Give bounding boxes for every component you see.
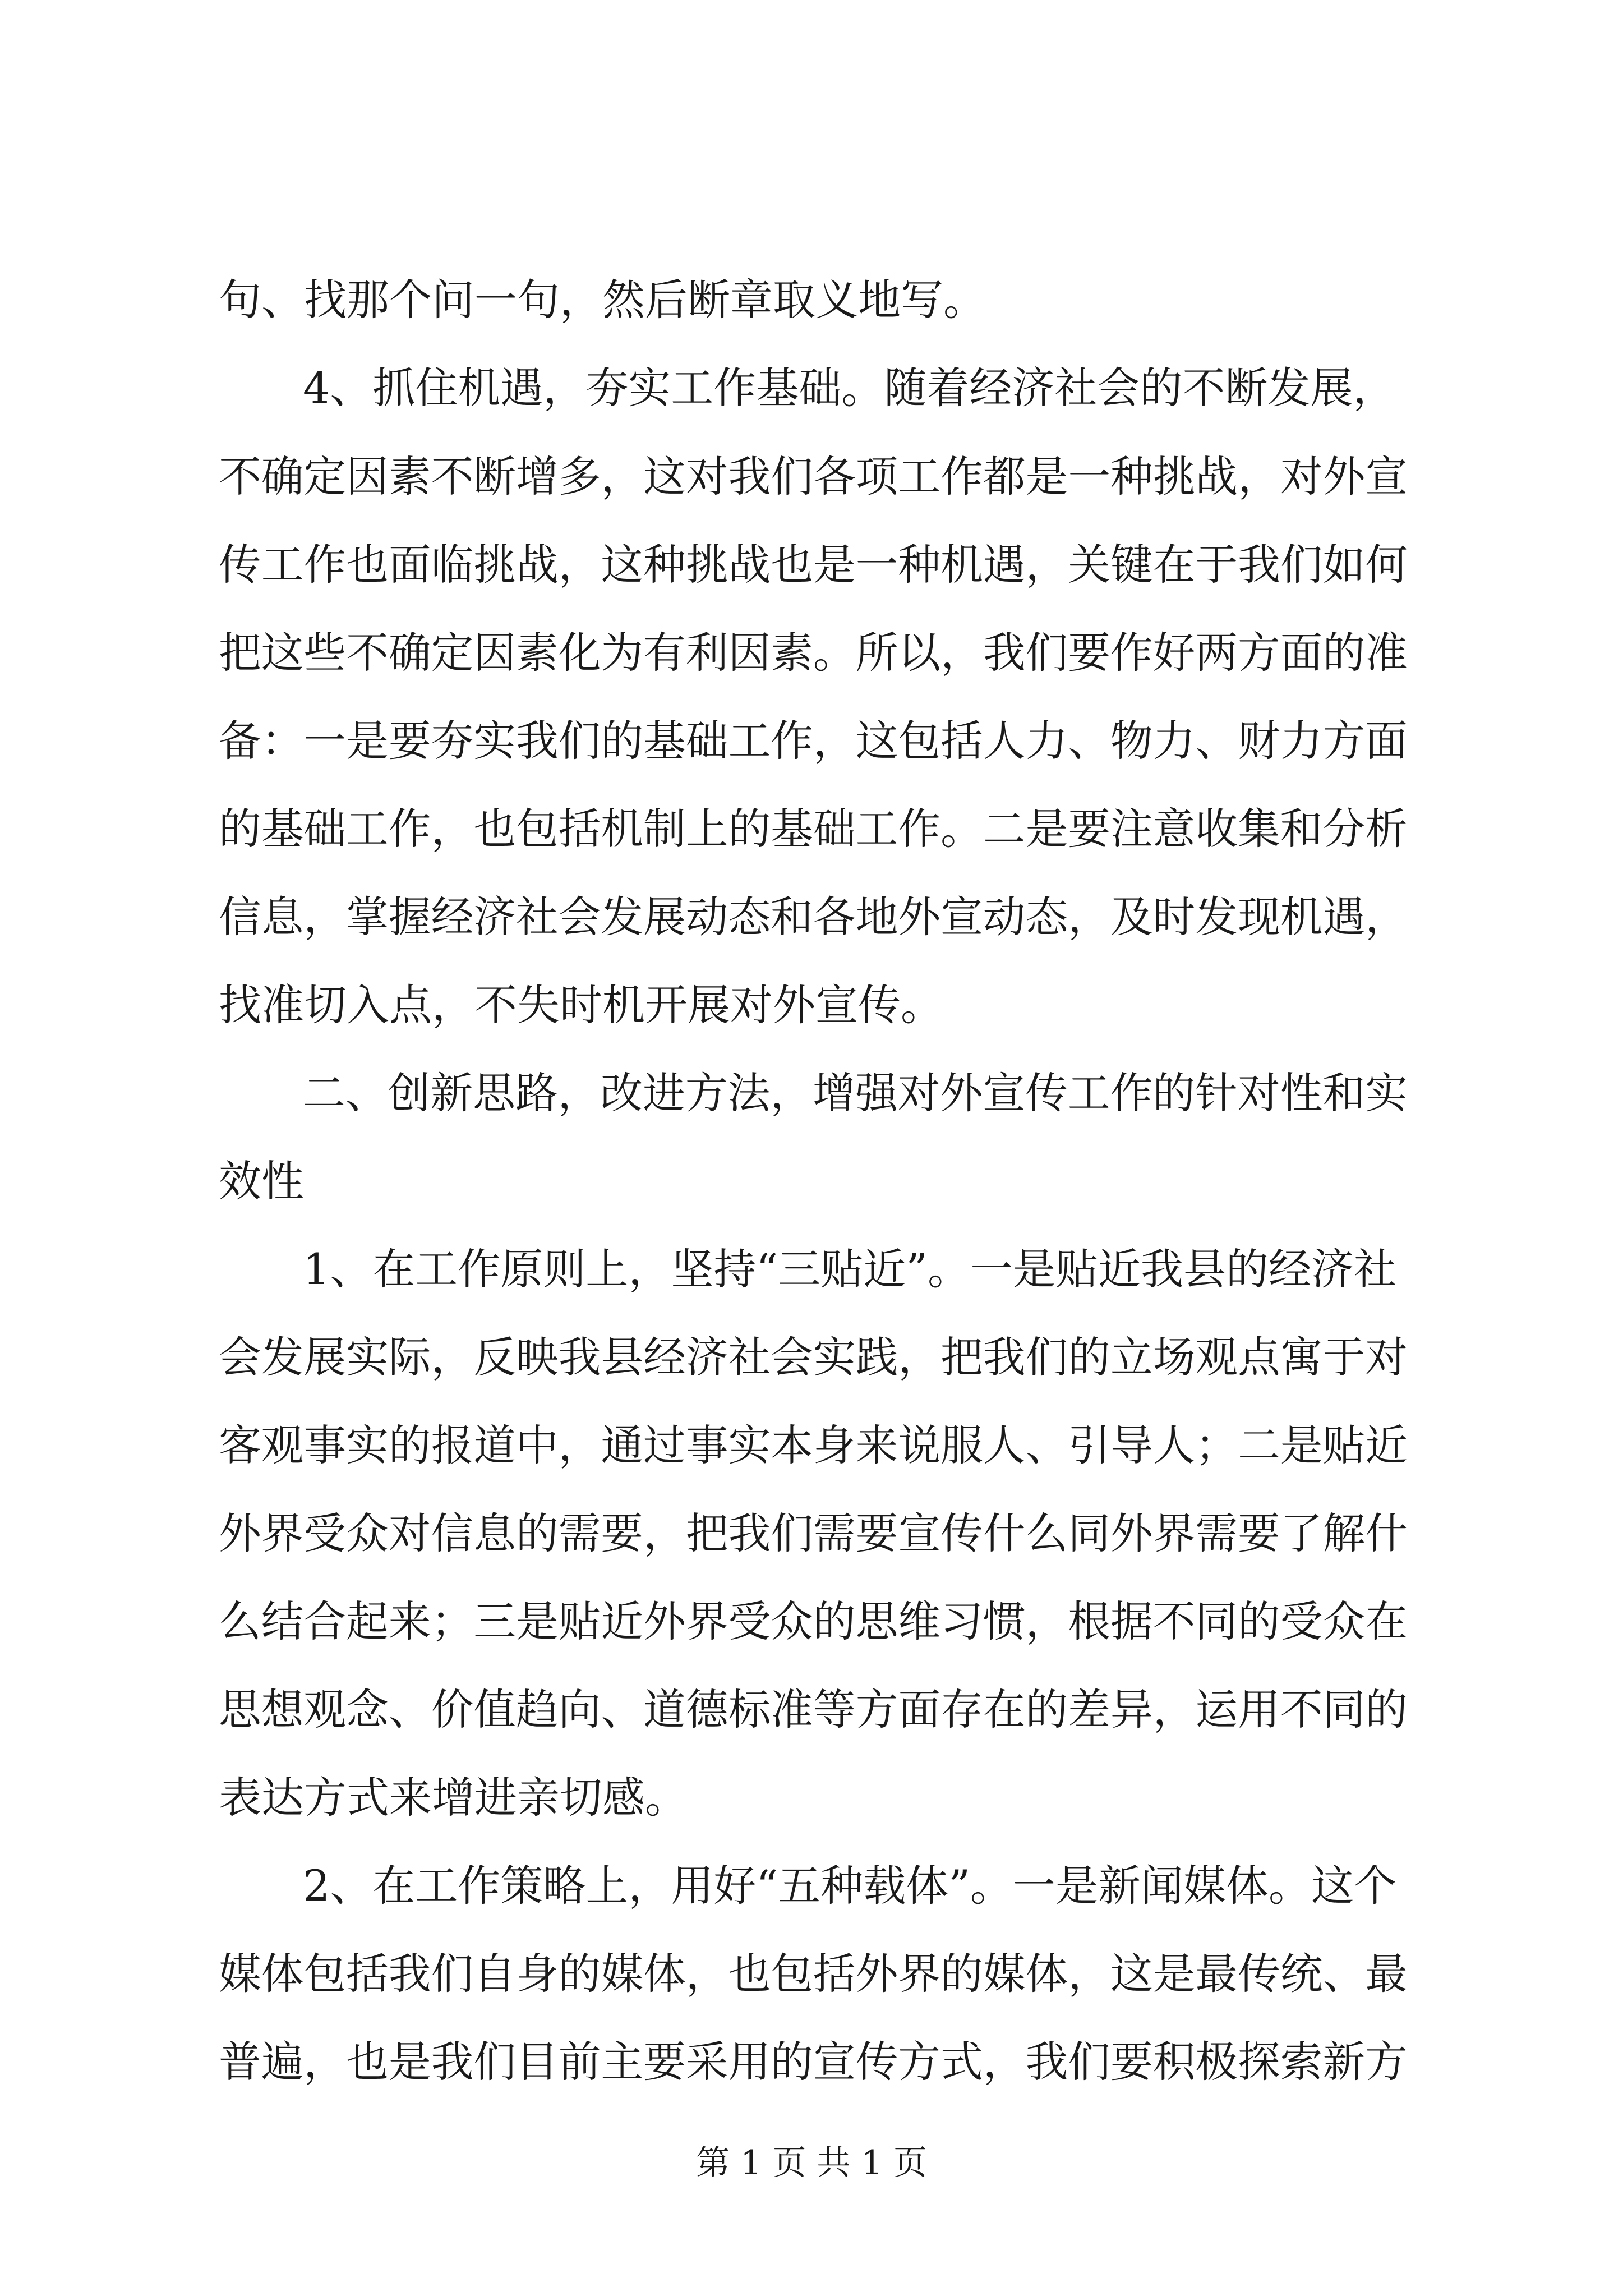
text-line: 的基础工作，也包括机制上的基础工作。二是要注意收集和分析 <box>219 804 1408 854</box>
text-line: 备：一是要夯实我们的基础工作，这包括人力、物力、财力方面 <box>219 716 1408 766</box>
text-line: 么结合起来；三是贴近外界受众的思维习惯，根据不同的受众在 <box>219 1596 1408 1646</box>
text-line: 思想观念、价值趋向、道德标准等方面存在的差异，运用不同的 <box>219 1685 1408 1734</box>
text-line: 会发展实际，反映我县经济社会实践，把我们的立场观点寓于对 <box>219 1332 1408 1382</box>
text-line: 信息，掌握经济社会发展动态和各地外宣动态，及时发现机遇， <box>219 892 1408 942</box>
text-line: 表达方式来增进亲切感。 <box>219 1773 688 1823</box>
text-line: 客观事实的报道中，通过事实本身来说服人、引导人；二是贴近 <box>219 1420 1408 1470</box>
page-footer: 第 1 页 共 1 页 <box>696 2143 927 2183</box>
section-heading: 二、创新思路，改进方法，增强对外宣传工作的针对性和实 <box>303 1068 1408 1118</box>
text-line: 不确定因素不断增多，这对我们各项工作都是一种挑战，对外宣 <box>219 452 1408 501</box>
text-line: 句、找那个问一句，然后断章取义地写。 <box>219 275 986 325</box>
paragraph-first-line: 2、在工作策略上，用好“五种载体”。一是新闻媒体。这个 <box>303 1861 1397 1911</box>
text-line: 媒体包括我们自身的媒体，也包括外界的媒体，这是最传统、最 <box>219 1949 1408 1999</box>
paragraph-first-line: 4、抓住机遇，夯实工作基础。随着经济社会的不断发展， <box>303 363 1396 413</box>
text-line: 找准切入点，不失时机开展对外宣传。 <box>219 980 943 1030</box>
text-line: 传工作也面临挑战，这种挑战也是一种机遇，关键在于我们如何 <box>219 540 1408 590</box>
section-heading-continued: 效性 <box>219 1156 304 1206</box>
text-line: 外界受众对信息的需要，把我们需要宣传什么同外界需要了解什 <box>219 1508 1408 1558</box>
text-line: 普遍，也是我们目前主要采用的宣传方式，我们要积极探索新方 <box>219 2037 1408 2087</box>
paragraph-first-line: 1、在工作原则上，坚持“三贴近”。一是贴近我县的经济社 <box>303 1244 1397 1294</box>
text-line: 把这些不确定因素化为有利因素。所以，我们要作好两方面的准 <box>219 628 1408 678</box>
